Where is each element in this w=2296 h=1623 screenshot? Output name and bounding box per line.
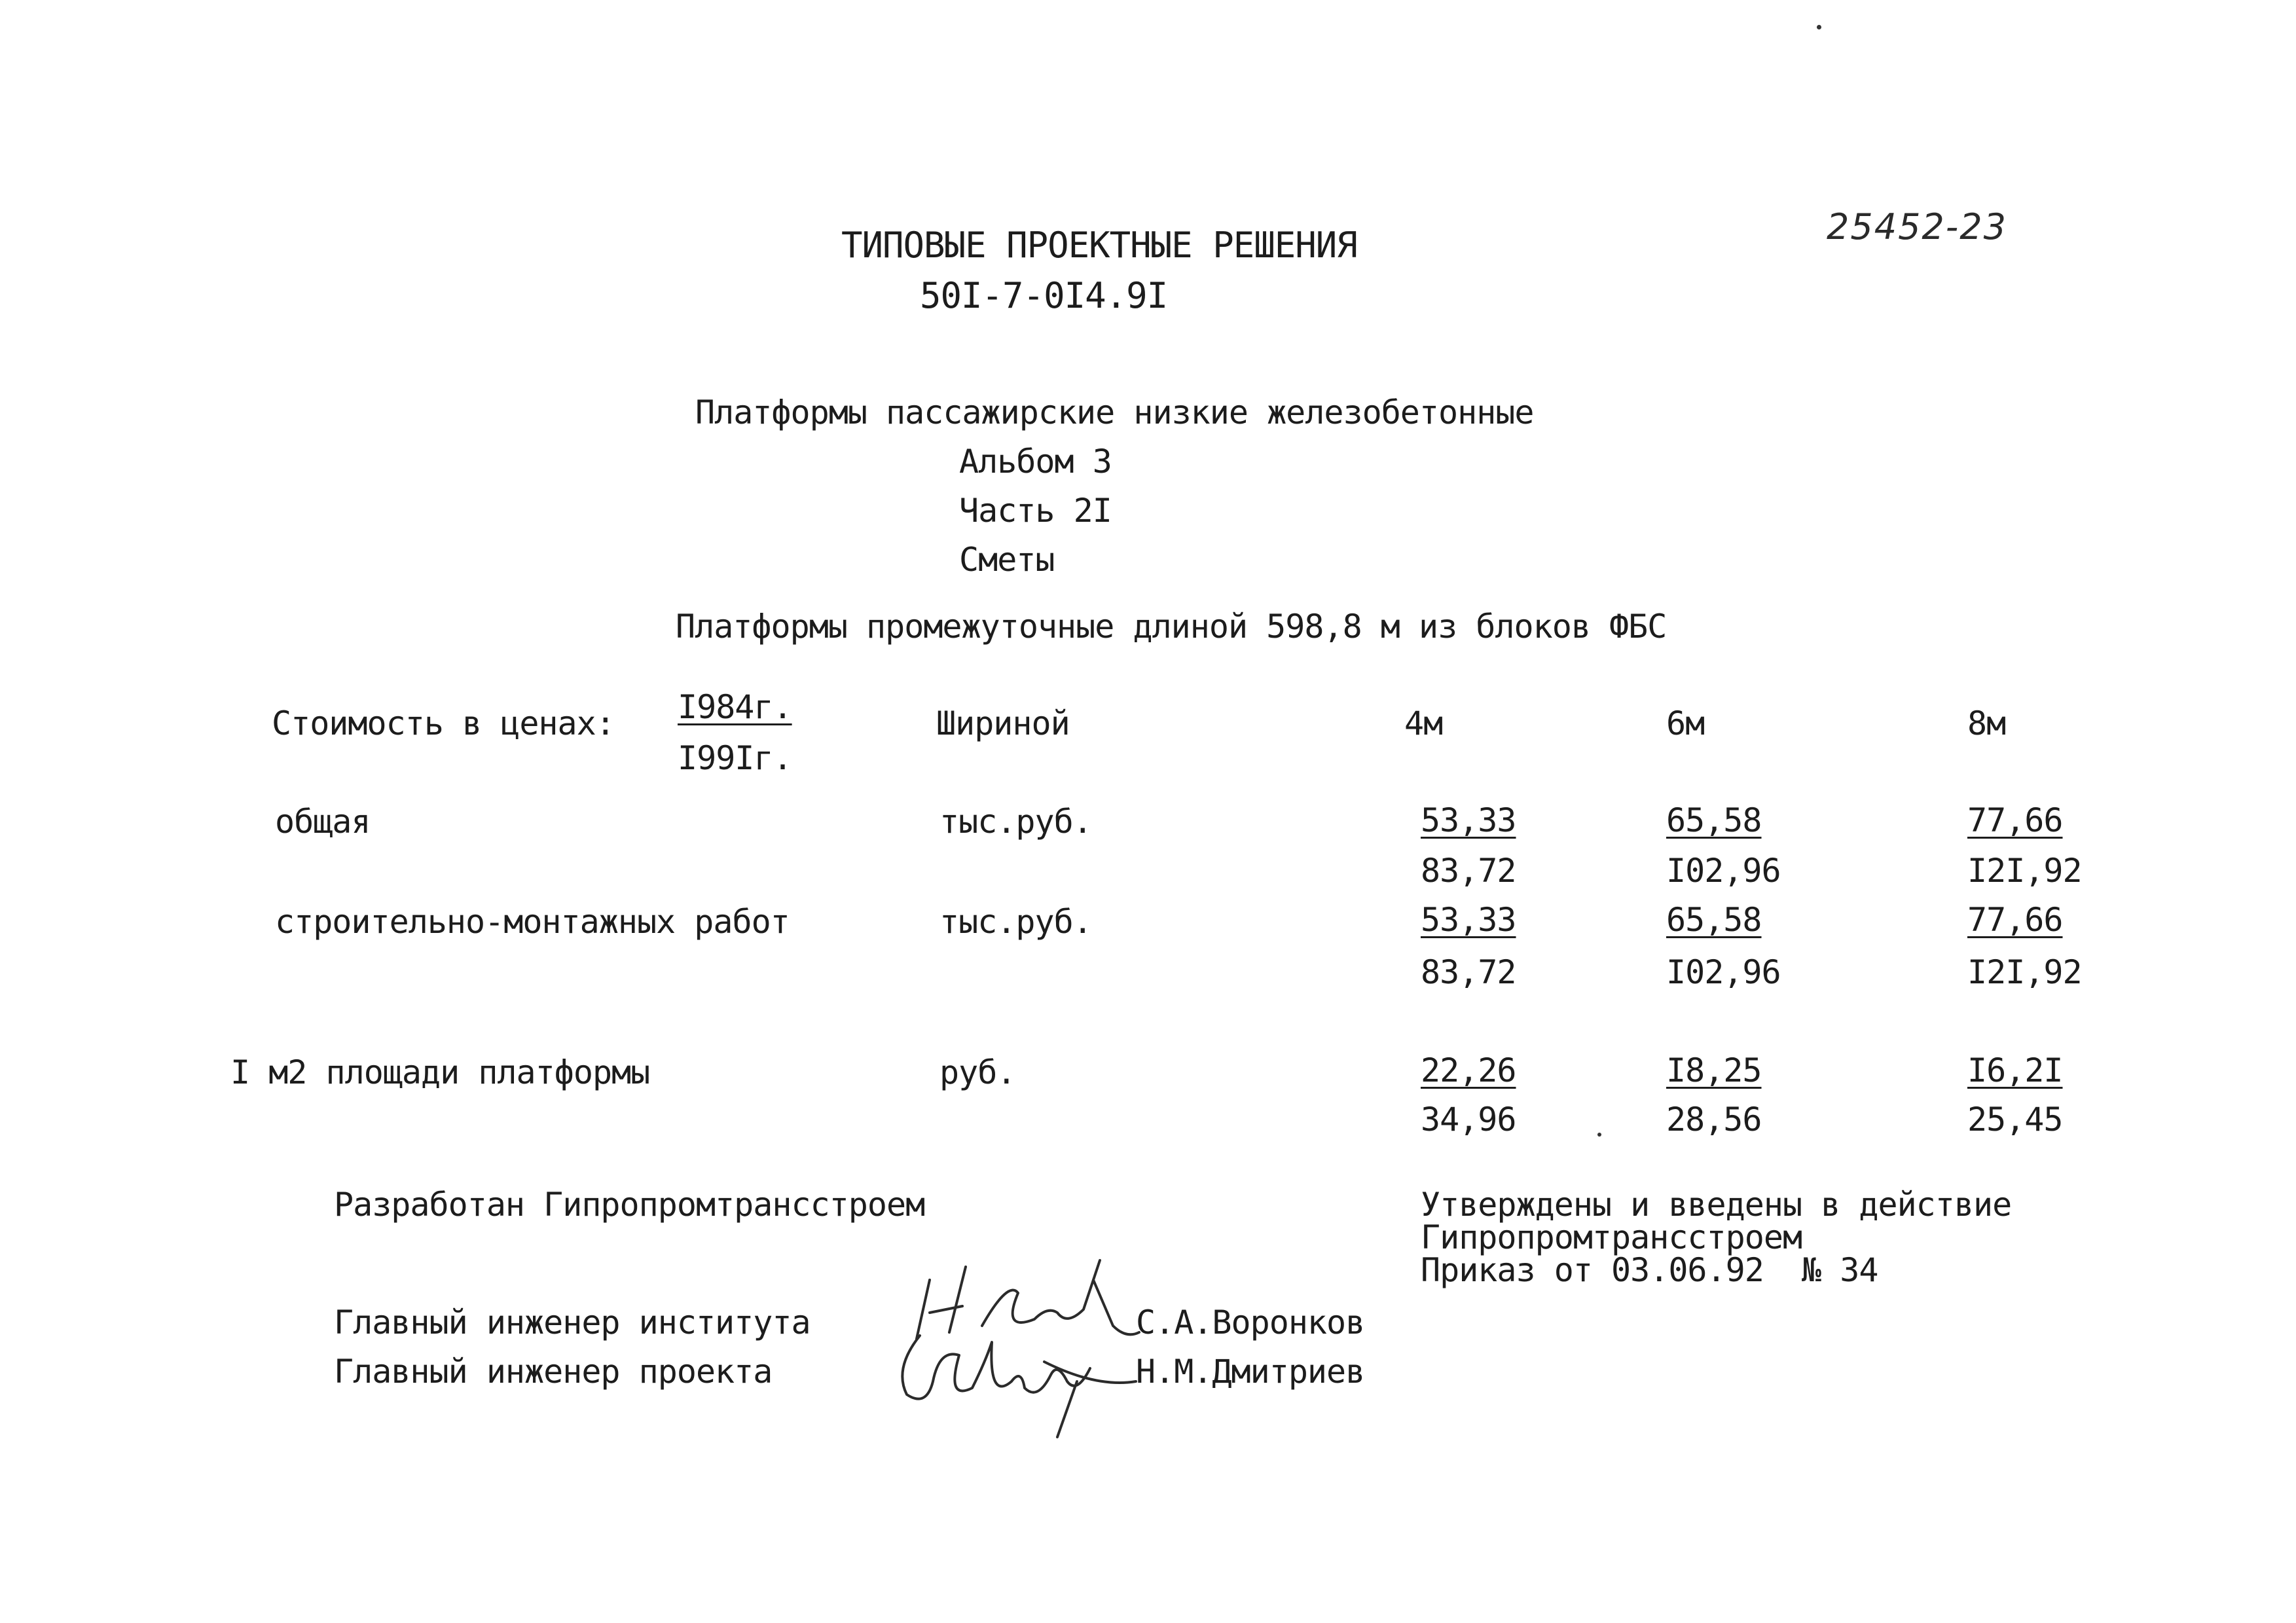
value-1984: 77,66	[1967, 801, 2063, 839]
subject-title: Платформы пассажирские низкие железобетонные	[695, 393, 1534, 431]
project-code: 50I-7-0I4.9I	[920, 275, 1168, 316]
registration-number: 25452-23	[1827, 206, 2007, 247]
scan-speck	[1817, 25, 1821, 29]
value-1991: 25,45	[1967, 1101, 2063, 1139]
part-label: Часть 2I	[959, 492, 1112, 530]
signatory-name: Н.М.Дмитриев	[1136, 1353, 1365, 1391]
value-1991: 83,72	[1421, 852, 1516, 890]
value-1991: 28,56	[1666, 1101, 1762, 1139]
row-unit: тыс.руб.	[939, 903, 1092, 941]
approval-order: Приказ от 03.06.92 № 34	[1421, 1251, 1878, 1289]
signatory-position: Главный инженер проекта	[334, 1353, 773, 1391]
value-1991: 83,72	[1421, 953, 1516, 991]
price-year-1991: I99Iг.	[678, 739, 792, 777]
row-unit: тыс.руб.	[939, 803, 1092, 841]
cost-label: Стоимость в ценах:	[272, 704, 615, 742]
row-unit: руб.	[939, 1053, 1016, 1091]
value-1991: I2I,92	[1967, 953, 2082, 991]
value-1984: I8,25	[1666, 1051, 1762, 1089]
section-label: Сметы	[959, 541, 1055, 579]
width-label: Шириной	[936, 704, 1070, 742]
row-label: общая	[275, 803, 371, 841]
value-1991: 34,96	[1421, 1101, 1516, 1139]
value-1984: 53,33	[1421, 801, 1516, 839]
column-header-4m: 4м	[1404, 704, 1443, 742]
subject-description: Платформы промежуточные длиной 598,8 м из блоков ФБС	[676, 608, 1667, 646]
approval-line: Утверждены и введены в действие	[1421, 1186, 2012, 1224]
price-year-1984: I984г.	[678, 688, 792, 726]
column-header-6m: 6м	[1666, 704, 1705, 742]
approval-organization: Гипропромтрансстроем	[1421, 1218, 1802, 1256]
column-header-8m: 8м	[1967, 704, 2006, 742]
value-1984: 77,66	[1967, 901, 2063, 939]
signatory-name: С.А.Воронков	[1136, 1304, 1365, 1341]
album-label: Альбом 3	[959, 443, 1112, 481]
value-1984: 65,58	[1666, 801, 1762, 839]
scan-speck	[1597, 1133, 1601, 1137]
signatory-position: Главный инженер института	[334, 1304, 811, 1341]
value-1984: 65,58	[1666, 901, 1762, 939]
document-type-title: ТИПОВЫЕ ПРОЕКТНЫЕ РЕШЕНИЯ	[841, 225, 1357, 266]
signature-dmitriev	[881, 1309, 1156, 1453]
value-1984: 53,33	[1421, 901, 1516, 939]
row-label: строительно-монтажных работ	[275, 903, 790, 941]
row-label: I м2 площади платформы	[230, 1053, 650, 1091]
value-1991: I2I,92	[1967, 852, 2082, 890]
value-1984: 22,26	[1421, 1051, 1516, 1089]
developer-line: Разработан Гипропромтрансстроем	[334, 1186, 925, 1224]
value-1991: I02,96	[1666, 852, 1781, 890]
value-1984: I6,2I	[1967, 1051, 2063, 1089]
value-1991: I02,96	[1666, 953, 1781, 991]
